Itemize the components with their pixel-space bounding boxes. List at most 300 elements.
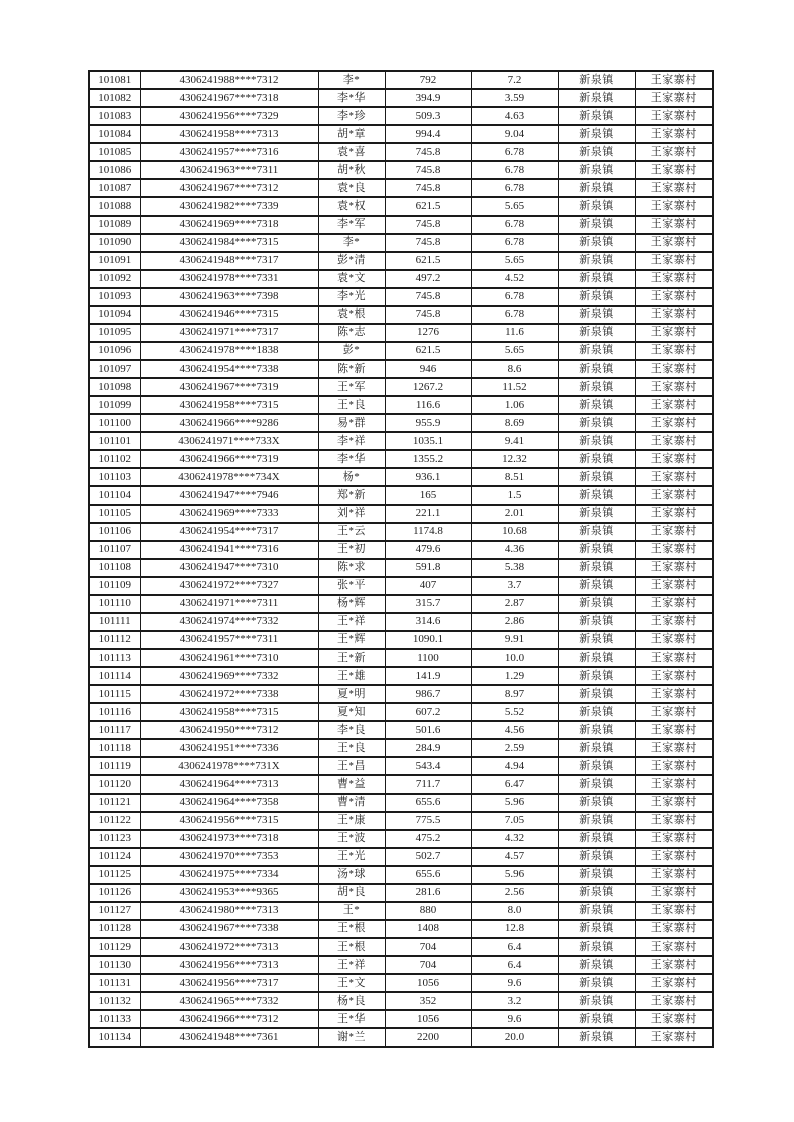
cell-id: 4306241956****7313: [140, 956, 318, 974]
cell-name: 杨*: [318, 468, 385, 486]
cell-village: 王家寨村: [635, 306, 713, 324]
cell-amount: 165: [385, 486, 471, 504]
cell-name: 王*康: [318, 812, 385, 830]
cell-village: 王家寨村: [635, 414, 713, 432]
cell-village: 王家寨村: [635, 89, 713, 107]
table-row: [89, 631, 713, 649]
cell-id: 4306241982****7339: [140, 197, 318, 215]
cell-amount: 315.7: [385, 595, 471, 613]
cell-amount: 621.5: [385, 197, 471, 215]
cell-town: 新泉镇: [558, 577, 635, 595]
cell-town: 新泉镇: [558, 197, 635, 215]
cell-seq: 101125: [89, 866, 140, 884]
cell-amount: 1408: [385, 920, 471, 938]
cell-id: 4306241958****7315: [140, 396, 318, 414]
cell-amount: 745.8: [385, 288, 471, 306]
cell-name: 李*: [318, 71, 385, 89]
cell-amount: 936.1: [385, 468, 471, 486]
table-row: [89, 541, 713, 559]
cell-seq: 101101: [89, 432, 140, 450]
cell-seq: 101127: [89, 902, 140, 920]
cell-amount: 1355.2: [385, 450, 471, 468]
cell-area: 8.6: [471, 360, 558, 378]
cell-area: 4.57: [471, 848, 558, 866]
cell-name: 王*根: [318, 938, 385, 956]
cell-amount: 314.6: [385, 613, 471, 631]
cell-town: 新泉镇: [558, 125, 635, 143]
cell-name: 陈*新: [318, 360, 385, 378]
cell-area: 9.6: [471, 974, 558, 992]
cell-name: 袁*文: [318, 270, 385, 288]
cell-town: 新泉镇: [558, 252, 635, 270]
cell-area: 3.2: [471, 992, 558, 1010]
cell-village: 王家寨村: [635, 1028, 713, 1047]
cell-id: 4306241967****7338: [140, 920, 318, 938]
cell-town: 新泉镇: [558, 541, 635, 559]
cell-town: 新泉镇: [558, 360, 635, 378]
cell-area: 6.78: [471, 306, 558, 324]
cell-village: 王家寨村: [635, 920, 713, 938]
cell-town: 新泉镇: [558, 685, 635, 703]
cell-area: 5.65: [471, 342, 558, 360]
cell-seq: 101121: [89, 794, 140, 812]
cell-amount: 607.2: [385, 703, 471, 721]
cell-amount: 1090.1: [385, 631, 471, 649]
table-row: [89, 360, 713, 378]
cell-seq: 101120: [89, 775, 140, 793]
cell-id: 4306241972****7327: [140, 577, 318, 595]
table-row: [89, 505, 713, 523]
cell-village: 王家寨村: [635, 71, 713, 89]
cell-id: 4306241988****7312: [140, 71, 318, 89]
cell-id: 4306241964****7313: [140, 775, 318, 793]
cell-name: 李*祥: [318, 432, 385, 450]
cell-seq: 101111: [89, 613, 140, 631]
cell-seq: 101090: [89, 234, 140, 252]
cell-seq: 101116: [89, 703, 140, 721]
cell-area: 6.78: [471, 234, 558, 252]
cell-name: 李*华: [318, 450, 385, 468]
cell-name: 胡*章: [318, 125, 385, 143]
cell-amount: 1100: [385, 649, 471, 667]
table-row: [89, 378, 713, 396]
cell-amount: 745.8: [385, 161, 471, 179]
cell-name: 彭*: [318, 342, 385, 360]
cell-amount: 955.9: [385, 414, 471, 432]
cell-town: 新泉镇: [558, 468, 635, 486]
cell-id: 4306241957****7311: [140, 631, 318, 649]
cell-town: 新泉镇: [558, 179, 635, 197]
cell-town: 新泉镇: [558, 324, 635, 342]
cell-seq: 101134: [89, 1028, 140, 1047]
cell-seq: 101109: [89, 577, 140, 595]
cell-seq: 101117: [89, 721, 140, 739]
cell-seq: 101102: [89, 450, 140, 468]
table-row: [89, 342, 713, 360]
cell-area: 8.69: [471, 414, 558, 432]
cell-town: 新泉镇: [558, 595, 635, 613]
cell-id: 4306241984****7315: [140, 234, 318, 252]
table-row: [89, 486, 713, 504]
cell-village: 王家寨村: [635, 107, 713, 125]
cell-amount: 745.8: [385, 306, 471, 324]
cell-amount: 502.7: [385, 848, 471, 866]
cell-area: 5.38: [471, 559, 558, 577]
cell-seq: 101132: [89, 992, 140, 1010]
cell-seq: 101122: [89, 812, 140, 830]
table-row: [89, 559, 713, 577]
cell-village: 王家寨村: [635, 324, 713, 342]
cell-area: 7.2: [471, 71, 558, 89]
cell-village: 王家寨村: [635, 649, 713, 667]
cell-village: 王家寨村: [635, 667, 713, 685]
cell-village: 王家寨村: [635, 179, 713, 197]
cell-area: 6.78: [471, 143, 558, 161]
cell-area: 1.29: [471, 667, 558, 685]
table-row: [89, 523, 713, 541]
cell-village: 王家寨村: [635, 938, 713, 956]
cell-name: 李*光: [318, 288, 385, 306]
cell-seq: 101099: [89, 396, 140, 414]
cell-area: 9.41: [471, 432, 558, 450]
cell-id: 4306241969****7332: [140, 667, 318, 685]
cell-area: 2.59: [471, 739, 558, 757]
cell-village: 王家寨村: [635, 775, 713, 793]
cell-seq: 101100: [89, 414, 140, 432]
cell-id: 4306241947****7310: [140, 559, 318, 577]
cell-town: 新泉镇: [558, 1028, 635, 1047]
cell-area: 4.36: [471, 541, 558, 559]
table-row: [89, 884, 713, 902]
cell-amount: 711.7: [385, 775, 471, 793]
cell-amount: 116.6: [385, 396, 471, 414]
cell-id: 4306241948****7361: [140, 1028, 318, 1047]
cell-village: 王家寨村: [635, 288, 713, 306]
cell-id: 4306241966****9286: [140, 414, 318, 432]
cell-name: 张*平: [318, 577, 385, 595]
cell-area: 9.6: [471, 1010, 558, 1028]
cell-name: 杨*辉: [318, 595, 385, 613]
cell-area: 11.6: [471, 324, 558, 342]
table-row: [89, 234, 713, 252]
cell-area: 6.78: [471, 216, 558, 234]
cell-name: 李*军: [318, 216, 385, 234]
table-row: [89, 920, 713, 938]
cell-area: 11.52: [471, 378, 558, 396]
cell-amount: 1056: [385, 974, 471, 992]
cell-town: 新泉镇: [558, 775, 635, 793]
cell-id: 4306241954****7338: [140, 360, 318, 378]
cell-seq: 101097: [89, 360, 140, 378]
cell-village: 王家寨村: [635, 523, 713, 541]
subsidy-record-table: [88, 70, 714, 1048]
cell-area: 3.7: [471, 577, 558, 595]
cell-amount: 704: [385, 938, 471, 956]
cell-name: 郑*新: [318, 486, 385, 504]
cell-seq: 101092: [89, 270, 140, 288]
cell-name: 袁*良: [318, 179, 385, 197]
cell-village: 王家寨村: [635, 486, 713, 504]
cell-town: 新泉镇: [558, 848, 635, 866]
cell-name: 彭*清: [318, 252, 385, 270]
cell-town: 新泉镇: [558, 71, 635, 89]
cell-village: 王家寨村: [635, 450, 713, 468]
cell-area: 10.0: [471, 649, 558, 667]
table-row: [89, 179, 713, 197]
cell-id: 4306241965****7332: [140, 992, 318, 1010]
cell-name: 王*祥: [318, 956, 385, 974]
table-row: [89, 830, 713, 848]
cell-seq: 101124: [89, 848, 140, 866]
cell-town: 新泉镇: [558, 613, 635, 631]
cell-amount: 655.6: [385, 794, 471, 812]
cell-amount: 704: [385, 956, 471, 974]
cell-name: 王*昌: [318, 757, 385, 775]
cell-town: 新泉镇: [558, 794, 635, 812]
cell-town: 新泉镇: [558, 631, 635, 649]
cell-seq: 101098: [89, 378, 140, 396]
cell-town: 新泉镇: [558, 667, 635, 685]
cell-area: 5.96: [471, 866, 558, 884]
cell-name: 胡*秋: [318, 161, 385, 179]
cell-town: 新泉镇: [558, 866, 635, 884]
cell-town: 新泉镇: [558, 161, 635, 179]
cell-id: 4306241978****731X: [140, 757, 318, 775]
cell-town: 新泉镇: [558, 992, 635, 1010]
cell-amount: 352: [385, 992, 471, 1010]
cell-town: 新泉镇: [558, 830, 635, 848]
cell-name: 夏*知: [318, 703, 385, 721]
cell-seq: 101081: [89, 71, 140, 89]
cell-area: 5.65: [471, 252, 558, 270]
cell-village: 王家寨村: [635, 541, 713, 559]
cell-amount: 994.4: [385, 125, 471, 143]
cell-seq: 101115: [89, 685, 140, 703]
table-row: [89, 197, 713, 215]
cell-id: 4306241966****7312: [140, 1010, 318, 1028]
cell-id: 4306241966****7319: [140, 450, 318, 468]
cell-town: 新泉镇: [558, 378, 635, 396]
cell-seq: 101106: [89, 523, 140, 541]
cell-amount: 1056: [385, 1010, 471, 1028]
cell-seq: 101133: [89, 1010, 140, 1028]
cell-village: 王家寨村: [635, 884, 713, 902]
cell-amount: 986.7: [385, 685, 471, 703]
cell-town: 新泉镇: [558, 559, 635, 577]
table-row: [89, 143, 713, 161]
cell-amount: 775.5: [385, 812, 471, 830]
cell-seq: 101113: [89, 649, 140, 667]
table-row: [89, 306, 713, 324]
cell-town: 新泉镇: [558, 757, 635, 775]
cell-name: 王*良: [318, 739, 385, 757]
cell-town: 新泉镇: [558, 143, 635, 161]
cell-id: 4306241971****7317: [140, 324, 318, 342]
table-row: [89, 757, 713, 775]
cell-amount: 745.8: [385, 179, 471, 197]
table-row: [89, 685, 713, 703]
cell-area: 10.68: [471, 523, 558, 541]
cell-amount: 543.4: [385, 757, 471, 775]
cell-village: 王家寨村: [635, 812, 713, 830]
cell-area: 8.0: [471, 902, 558, 920]
cell-seq: 101095: [89, 324, 140, 342]
cell-id: 4306241974****7332: [140, 613, 318, 631]
cell-id: 4306241956****7317: [140, 974, 318, 992]
table-row: [89, 577, 713, 595]
cell-name: 夏*明: [318, 685, 385, 703]
cell-village: 王家寨村: [635, 432, 713, 450]
cell-village: 王家寨村: [635, 595, 713, 613]
cell-village: 王家寨村: [635, 685, 713, 703]
cell-village: 王家寨村: [635, 631, 713, 649]
cell-town: 新泉镇: [558, 414, 635, 432]
table-row: [89, 89, 713, 107]
cell-amount: 1267.2: [385, 378, 471, 396]
cell-town: 新泉镇: [558, 505, 635, 523]
cell-seq: 101082: [89, 89, 140, 107]
cell-amount: 141.9: [385, 667, 471, 685]
cell-seq: 101108: [89, 559, 140, 577]
cell-area: 12.32: [471, 450, 558, 468]
cell-area: 6.78: [471, 288, 558, 306]
table-row: [89, 667, 713, 685]
cell-name: 汤*球: [318, 866, 385, 884]
cell-town: 新泉镇: [558, 703, 635, 721]
cell-village: 王家寨村: [635, 794, 713, 812]
cell-town: 新泉镇: [558, 956, 635, 974]
table-row: [89, 396, 713, 414]
cell-area: 7.05: [471, 812, 558, 830]
cell-id: 4306241972****7313: [140, 938, 318, 956]
cell-area: 2.87: [471, 595, 558, 613]
cell-amount: 655.6: [385, 866, 471, 884]
cell-amount: 475.2: [385, 830, 471, 848]
cell-seq: 101091: [89, 252, 140, 270]
cell-area: 4.52: [471, 270, 558, 288]
cell-village: 王家寨村: [635, 143, 713, 161]
cell-area: 4.94: [471, 757, 558, 775]
cell-id: 4306241971****7311: [140, 595, 318, 613]
cell-id: 4306241964****7358: [140, 794, 318, 812]
cell-village: 王家寨村: [635, 613, 713, 631]
cell-id: 4306241973****7318: [140, 830, 318, 848]
table-row: [89, 125, 713, 143]
cell-village: 王家寨村: [635, 378, 713, 396]
cell-seq: 101129: [89, 938, 140, 956]
table-row: [89, 324, 713, 342]
cell-amount: 284.9: [385, 739, 471, 757]
cell-seq: 101112: [89, 631, 140, 649]
cell-town: 新泉镇: [558, 270, 635, 288]
cell-amount: 792: [385, 71, 471, 89]
cell-area: 6.4: [471, 938, 558, 956]
cell-name: 王*辉: [318, 631, 385, 649]
cell-village: 王家寨村: [635, 866, 713, 884]
cell-town: 新泉镇: [558, 450, 635, 468]
cell-town: 新泉镇: [558, 1010, 635, 1028]
cell-town: 新泉镇: [558, 432, 635, 450]
table-row: [89, 1010, 713, 1028]
cell-name: 王*初: [318, 541, 385, 559]
cell-seq: 101114: [89, 667, 140, 685]
cell-area: 8.51: [471, 468, 558, 486]
cell-seq: 101085: [89, 143, 140, 161]
cell-name: 王*新: [318, 649, 385, 667]
cell-town: 新泉镇: [558, 721, 635, 739]
cell-town: 新泉镇: [558, 649, 635, 667]
cell-name: 袁*根: [318, 306, 385, 324]
table-row: [89, 775, 713, 793]
table-row: [89, 414, 713, 432]
cell-seq: 101126: [89, 884, 140, 902]
table-row: [89, 613, 713, 631]
cell-id: 4306241969****7318: [140, 216, 318, 234]
cell-name: 曹*清: [318, 794, 385, 812]
cell-name: 王*光: [318, 848, 385, 866]
cell-id: 4306241967****7319: [140, 378, 318, 396]
cell-village: 王家寨村: [635, 270, 713, 288]
cell-id: 4306241958****7315: [140, 703, 318, 721]
cell-id: 4306241969****7333: [140, 505, 318, 523]
table-row: [89, 216, 713, 234]
table-row: [89, 649, 713, 667]
cell-name: 袁*喜: [318, 143, 385, 161]
table-row: [89, 252, 713, 270]
cell-town: 新泉镇: [558, 974, 635, 992]
cell-village: 王家寨村: [635, 577, 713, 595]
cell-seq: 101094: [89, 306, 140, 324]
cell-name: 曹*益: [318, 775, 385, 793]
cell-id: 4306241978****1838: [140, 342, 318, 360]
cell-town: 新泉镇: [558, 920, 635, 938]
cell-area: 5.96: [471, 794, 558, 812]
table-row: [89, 288, 713, 306]
cell-area: 2.01: [471, 505, 558, 523]
cell-town: 新泉镇: [558, 89, 635, 107]
cell-amount: 509.3: [385, 107, 471, 125]
cell-seq: 101084: [89, 125, 140, 143]
cell-id: 4306241975****7334: [140, 866, 318, 884]
cell-name: 王*华: [318, 1010, 385, 1028]
cell-town: 新泉镇: [558, 288, 635, 306]
cell-area: 20.0: [471, 1028, 558, 1047]
cell-area: 4.32: [471, 830, 558, 848]
cell-id: 4306241956****7329: [140, 107, 318, 125]
cell-village: 王家寨村: [635, 161, 713, 179]
table-row: [89, 595, 713, 613]
cell-seq: 101089: [89, 216, 140, 234]
cell-village: 王家寨村: [635, 360, 713, 378]
table-row: [89, 432, 713, 450]
table-row: [89, 161, 713, 179]
cell-area: 1.06: [471, 396, 558, 414]
table-row: [89, 1028, 713, 1047]
cell-name: 袁*权: [318, 197, 385, 215]
cell-village: 王家寨村: [635, 216, 713, 234]
cell-name: 王*良: [318, 396, 385, 414]
cell-seq: 101096: [89, 342, 140, 360]
cell-village: 王家寨村: [635, 559, 713, 577]
cell-amount: 221.1: [385, 505, 471, 523]
cell-village: 王家寨村: [635, 974, 713, 992]
cell-town: 新泉镇: [558, 884, 635, 902]
cell-id: 4306241958****7313: [140, 125, 318, 143]
table-row: [89, 270, 713, 288]
cell-amount: 745.8: [385, 234, 471, 252]
cell-name: 王*军: [318, 378, 385, 396]
cell-seq: 101083: [89, 107, 140, 125]
